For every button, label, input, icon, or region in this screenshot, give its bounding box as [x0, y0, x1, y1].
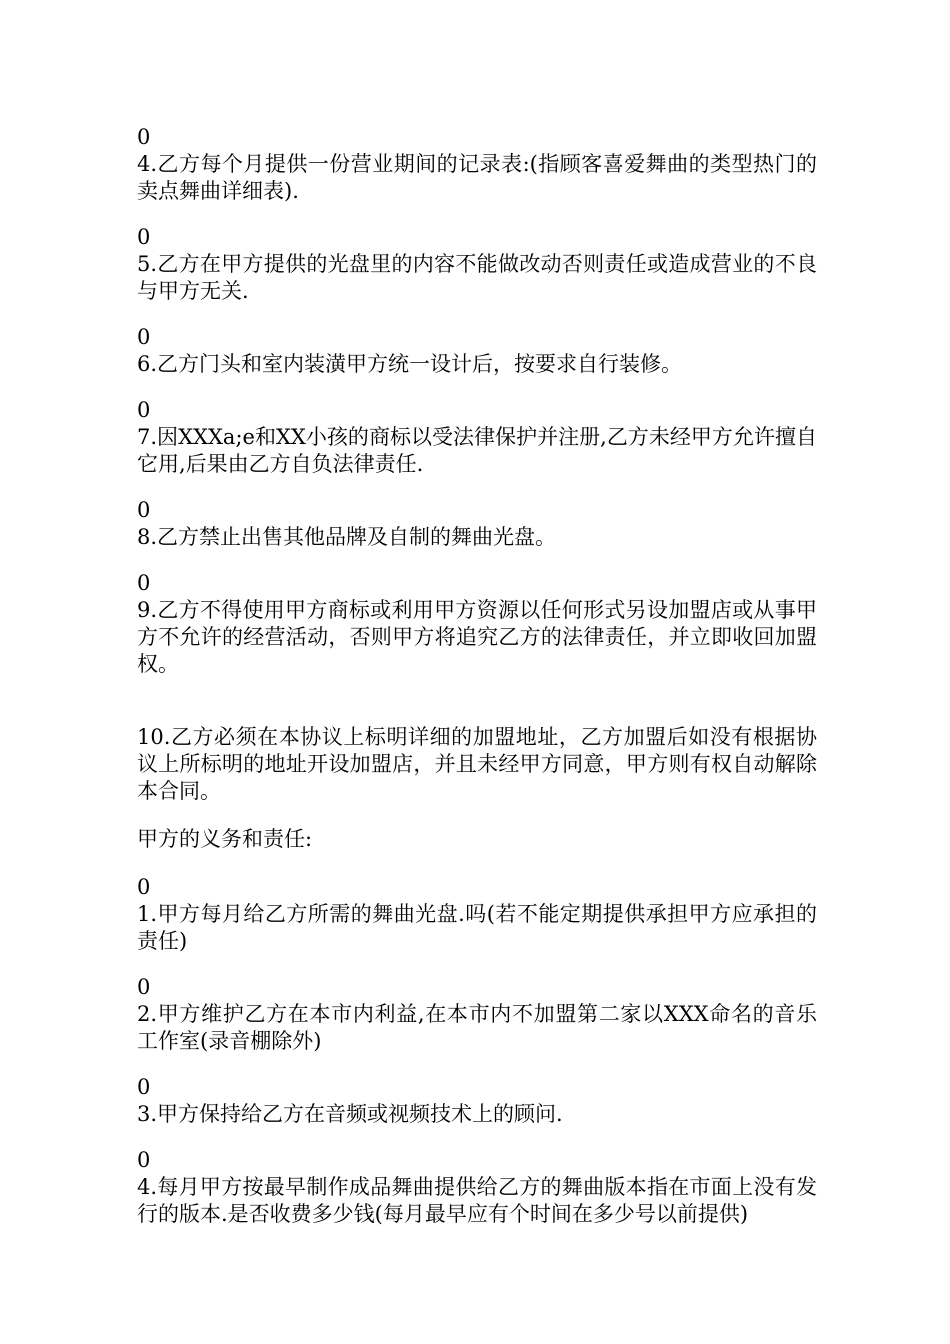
clause-text: 6.乙方门头和室内装潢甲方统一设计后，按要求自行装修。: [137, 352, 683, 376]
clause-marker: 0: [137, 398, 151, 422]
clause-marker: 0: [137, 125, 151, 149]
clause-item: [137, 497, 817, 551]
clause-text: 4.乙方每个月提供一份营业期间的记录表:(指顾客喜爱舞曲的类型热门的卖点舞曲详细表).: [137, 152, 817, 203]
duty-marker: 0: [137, 875, 151, 899]
clause-marker: 0: [137, 325, 151, 349]
duty-marker: 0: [137, 1148, 151, 1172]
clause-text: 7.因XXXa;e和XX小孩的商标以受法律保护并注册,乙方未经甲方允许擅自它用,后果由乙方自负法律责任.: [137, 425, 817, 476]
clause-marker: 0: [137, 225, 151, 249]
section-heading: 甲方的义务和责任:: [137, 827, 313, 851]
duty-marker: 0: [137, 975, 151, 999]
clause-10-text: 10.乙方必须在本协议上标明详细的加盟地址，乙方加盟后如没有根据协议上所标明的地址开设加盟店，并且未经甲方同意，甲方则有权自动解除本合同。: [137, 725, 817, 803]
clause-item: [137, 224, 817, 305]
clause-marker: 0: [137, 498, 151, 522]
duty-text: 4.每月甲方按最早制作成品舞曲提供给乙方的舞曲版本指在市面上没有发行的版本.是否收费多少钱(每月最早应有个时间在多少号以前提供): [137, 1175, 817, 1226]
duty-item: [137, 974, 817, 1055]
clause-text: 8.乙方禁止出售其他品牌及自制的舞曲光盘。: [137, 525, 557, 549]
clause-item: [137, 397, 817, 478]
duty-text: 3.甲方保持给乙方在音频或视频技术上的顾问.: [137, 1102, 563, 1126]
duty-item: [137, 1074, 817, 1128]
clause-text: 9.乙方不得使用甲方商标或利用甲方资源以任何形式另设加盟店或从事甲方不允许的经营活动，否则甲方将追究乙方的法律责任，并立即收回加盟权。: [137, 598, 817, 676]
clause-item: [137, 324, 817, 378]
duty-marker: 0: [137, 1075, 151, 1099]
duty-text: 2.甲方维护乙方在本市内利益,在本市内不加盟第二家以XXX命名的音乐工作室(录音棚除外): [137, 1002, 817, 1053]
clause-marker: 0: [137, 571, 151, 595]
document-page: [137, 124, 817, 1228]
duty-item: [137, 1147, 817, 1228]
clause-item: [137, 124, 817, 205]
duty-item: [137, 874, 817, 955]
clause-item: [137, 570, 817, 678]
duty-text: 1.甲方每月给乙方所需的舞曲光盘.吗(若不能定期提供承担甲方应承担的责任): [137, 902, 817, 953]
clause-text: 5.乙方在甲方提供的光盘里的内容不能做改动否则责任或造成营业的不良与甲方无关.: [137, 252, 817, 303]
clause-10: [137, 724, 817, 805]
